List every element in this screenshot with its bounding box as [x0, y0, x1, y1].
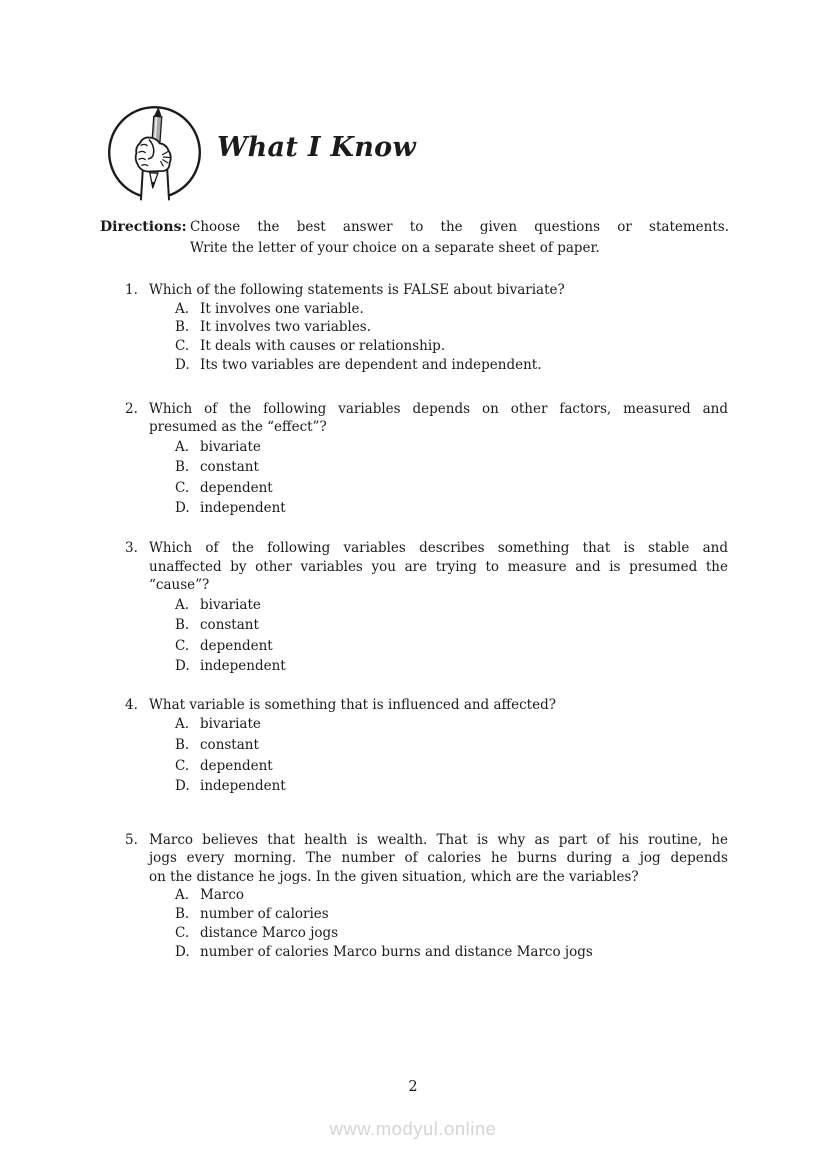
option-text: number of calories	[200, 906, 329, 923]
option-row	[175, 886, 728, 905]
question-line: What variable is something that is influenced and affected?	[149, 696, 556, 713]
watermark: www.modyul.online	[329, 1118, 497, 1139]
question-line: on the distance he jogs. In the given situation, which are the variables?	[149, 868, 639, 885]
option-letter: B.	[175, 459, 190, 476]
questions-list	[125, 281, 728, 962]
question-line: jogs every morning. The number of calories he burns during a jog depends	[149, 850, 728, 867]
option-row	[175, 656, 728, 677]
option-row	[175, 478, 728, 499]
option-letter: D.	[175, 500, 190, 517]
option-text: Its two variables are dependent and independent.	[200, 356, 542, 373]
question-line: presumed as the “effect”?	[149, 419, 327, 436]
question-line: Which of the following statements is FALSE about bivariate?	[149, 282, 565, 298]
question-number: 4.	[125, 696, 138, 713]
option-letter: A.	[175, 438, 190, 455]
option-letter: A.	[175, 887, 190, 904]
question-line: Which of the following variables depends on other factors, measured and	[149, 400, 728, 417]
option-row	[175, 498, 728, 519]
option-text: independent	[200, 500, 286, 517]
option-letter: B.	[175, 617, 190, 634]
option-text: constant	[200, 737, 259, 754]
question-text	[149, 400, 728, 437]
option-row	[175, 318, 728, 337]
directions-label: Directions:	[100, 219, 187, 235]
question-number: 2.	[125, 400, 138, 417]
page-number: 2	[408, 1079, 418, 1095]
directions-line: Choose the best answer to the given questions or statements.	[190, 219, 729, 235]
option-letter: B.	[175, 319, 190, 336]
option-row	[175, 595, 728, 616]
option-text: bivariate	[200, 596, 261, 613]
question-number: 3.	[125, 540, 138, 557]
question-text	[149, 539, 728, 595]
options-list	[149, 437, 728, 519]
option-letter: C.	[175, 637, 190, 654]
option-text: bivariate	[200, 438, 261, 455]
option-row	[175, 714, 728, 735]
options-list	[149, 886, 728, 961]
option-text: independent	[200, 658, 286, 675]
option-text: independent	[200, 778, 286, 795]
option-row	[175, 636, 728, 657]
question-line: Which of the following variables describes something that is stable and	[149, 540, 728, 557]
option-row	[175, 776, 728, 797]
option-letter: C.	[175, 479, 190, 496]
question-4	[125, 696, 728, 797]
option-letter: C.	[175, 757, 190, 774]
question-number: 1.	[125, 282, 138, 298]
option-row	[175, 756, 728, 777]
option-letter: D.	[175, 943, 190, 960]
directions-line: Write the letter of your choice on a separate sheet of paper.	[190, 240, 600, 256]
question-line: Marco believes that health is wealth. That is why as part of his routine, he	[149, 831, 728, 848]
question-text	[149, 696, 728, 715]
option-row	[175, 300, 728, 319]
option-text: constant	[200, 617, 259, 634]
option-text: It involves one variable.	[200, 300, 364, 317]
hand-pencil-icon	[106, 104, 203, 201]
directions-block	[100, 217, 729, 259]
option-text: It deals with causes or relationship.	[200, 338, 446, 355]
option-letter: B.	[175, 737, 190, 754]
option-text: dependent	[200, 757, 273, 774]
options-list	[149, 595, 728, 677]
question-line: “cause”?	[149, 577, 210, 594]
option-row	[175, 735, 728, 756]
option-letter: D.	[175, 356, 190, 373]
option-row	[175, 924, 728, 943]
directions-text	[190, 217, 729, 259]
option-letter: C.	[175, 924, 190, 941]
option-row	[175, 615, 728, 636]
option-row	[175, 337, 728, 356]
question-1	[125, 281, 728, 375]
question-number: 5.	[125, 831, 138, 848]
options-list	[149, 714, 728, 796]
question-text	[149, 831, 728, 887]
option-row	[175, 457, 728, 478]
option-text: number of calories Marco burns and distance Marco jogs	[200, 943, 593, 960]
option-row	[175, 943, 728, 962]
option-row	[175, 356, 728, 375]
question-line: unaffected by other variables you are trying to measure and is presumed the	[149, 558, 728, 575]
question-text	[149, 281, 728, 300]
option-text: It involves two variables.	[200, 319, 372, 336]
option-text: dependent	[200, 479, 273, 496]
question-3	[125, 539, 728, 677]
option-row	[175, 437, 728, 458]
option-text: bivariate	[200, 716, 261, 733]
option-text: distance Marco jogs	[200, 924, 339, 941]
question-5	[125, 831, 728, 962]
option-text: Marco	[200, 887, 245, 904]
section-title: What I Know	[217, 132, 416, 163]
option-letter: D.	[175, 658, 190, 675]
option-letter: C.	[175, 338, 190, 355]
option-letter: A.	[175, 596, 190, 613]
option-letter: D.	[175, 778, 190, 795]
options-list	[149, 300, 728, 375]
option-text: constant	[200, 459, 259, 476]
option-letter: B.	[175, 906, 190, 923]
option-letter: A.	[175, 716, 190, 733]
option-row	[175, 905, 728, 924]
option-letter: A.	[175, 300, 190, 317]
option-text: dependent	[200, 637, 273, 654]
question-2	[125, 400, 728, 519]
